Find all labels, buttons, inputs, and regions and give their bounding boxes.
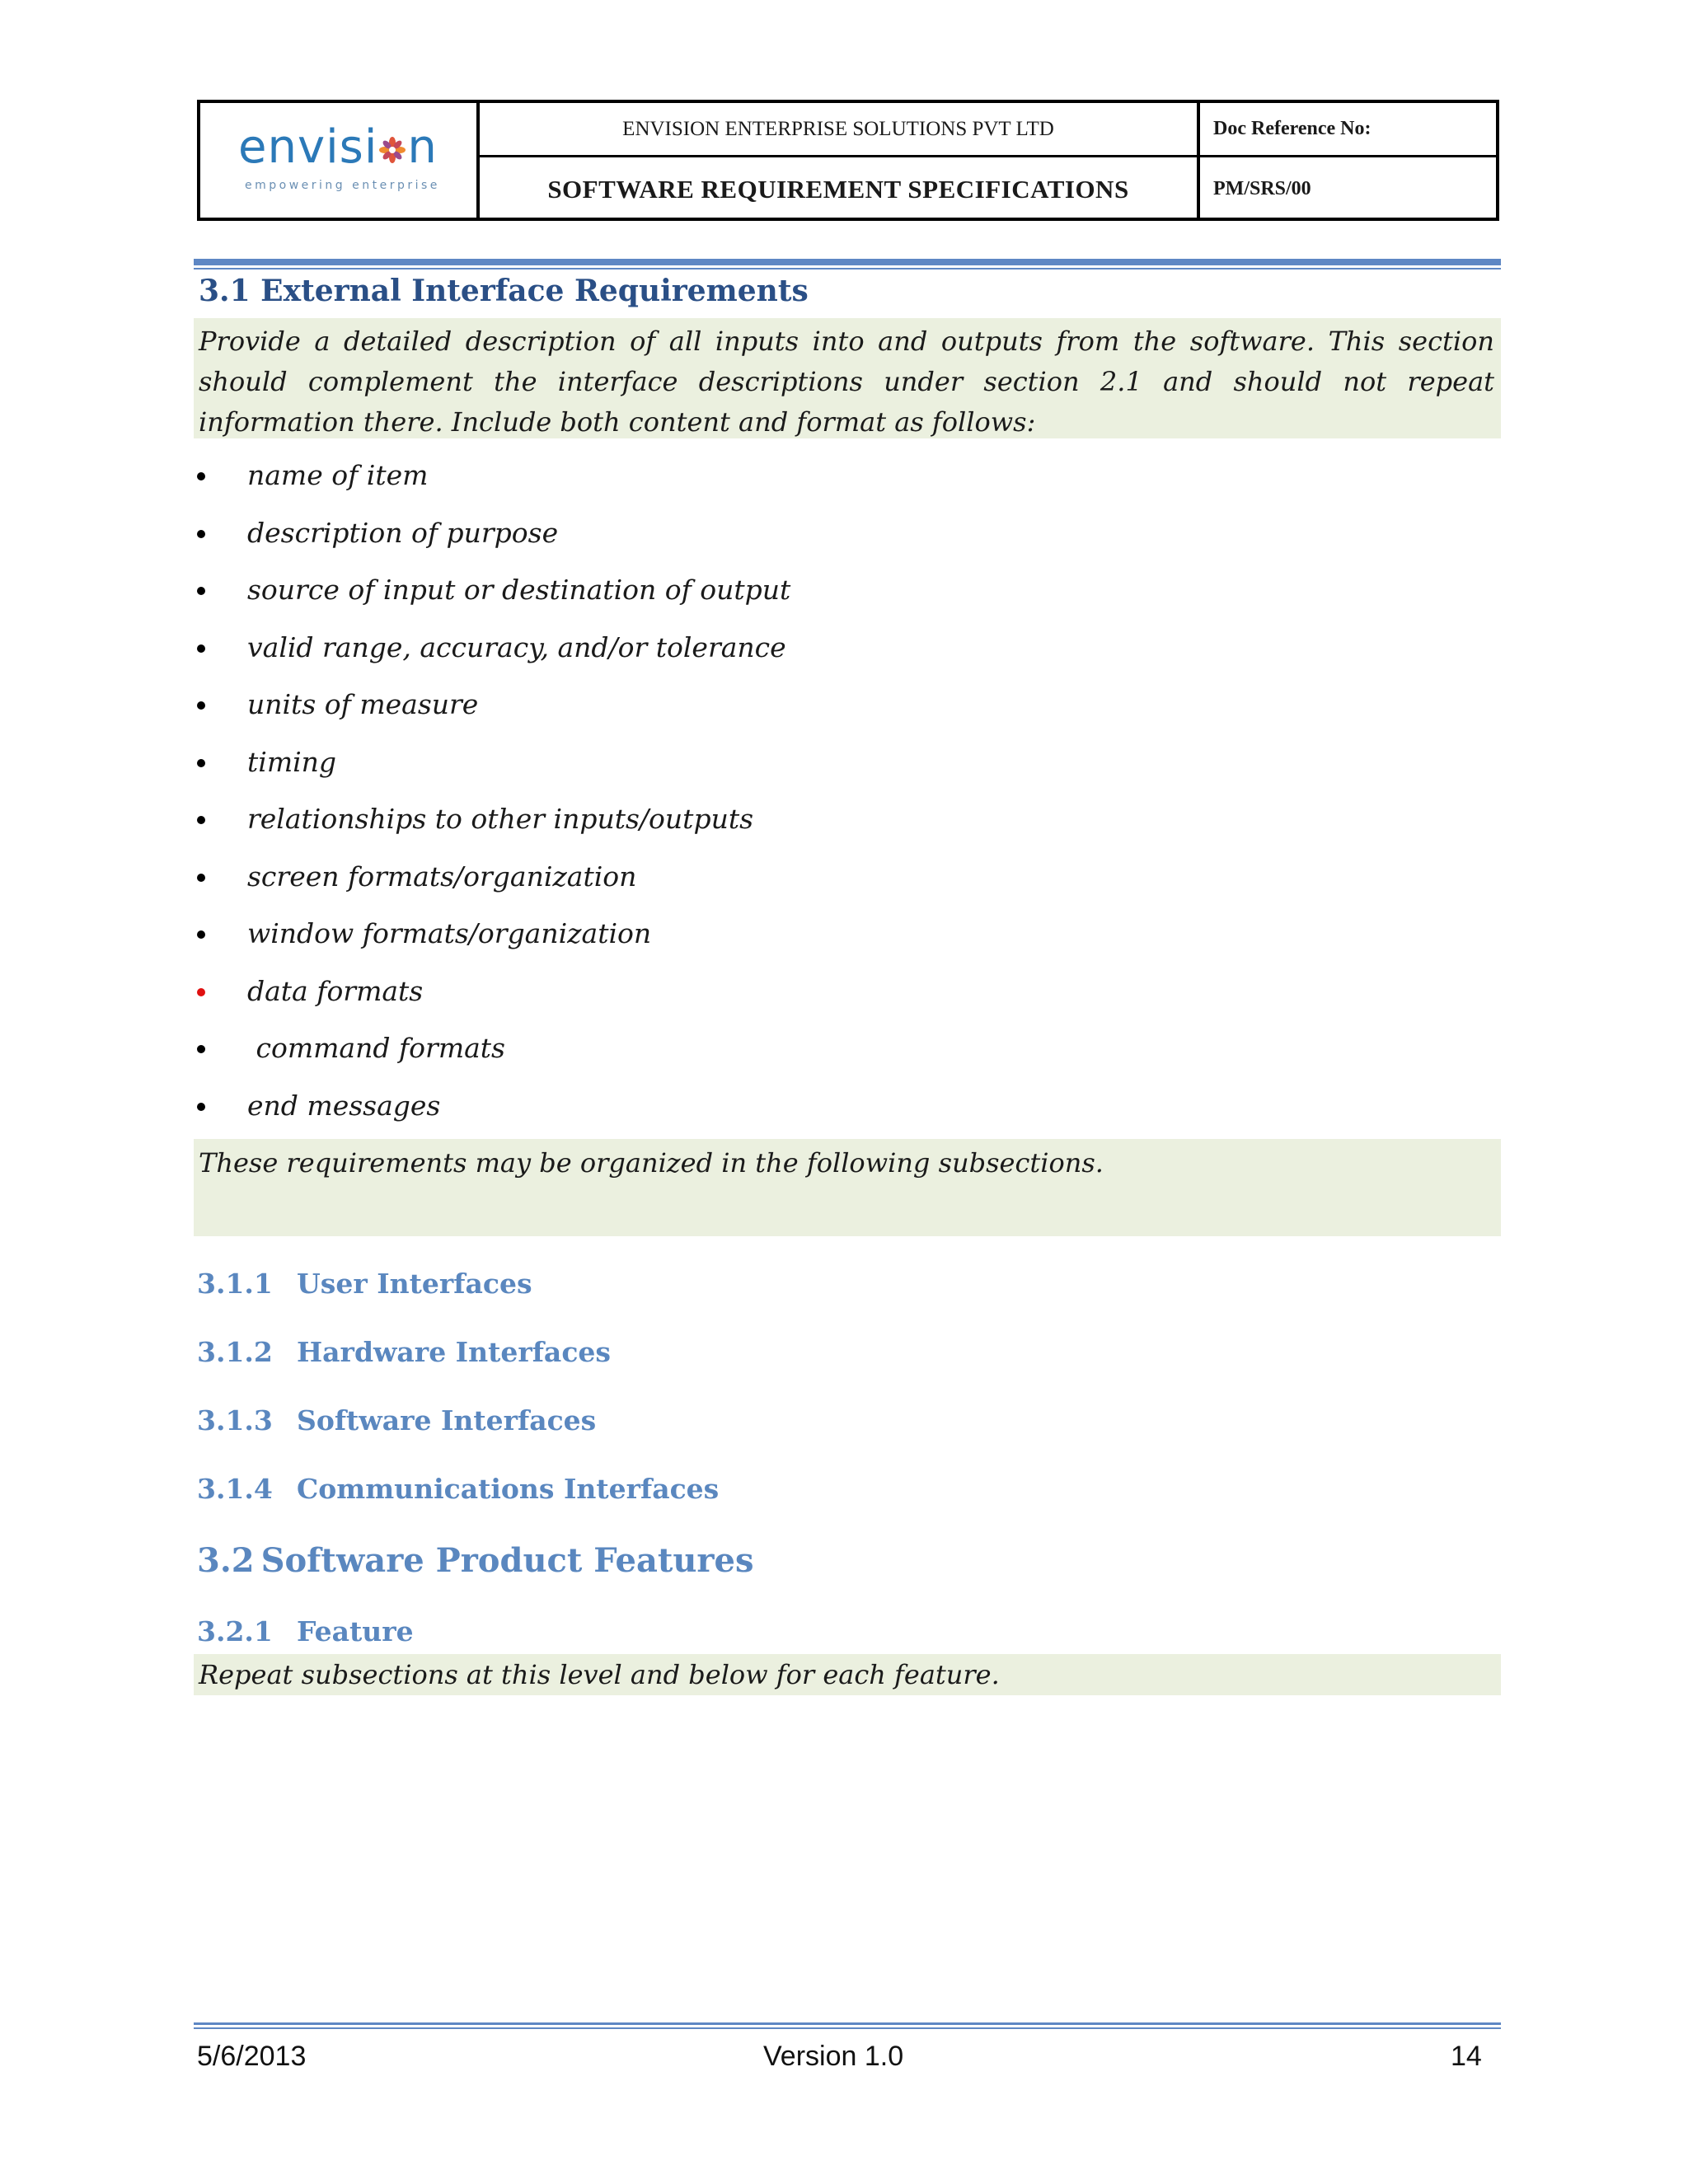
feature-note: Repeat subsections at this level and below for each feature. bbox=[199, 1659, 1000, 1690]
section-3-1-heading: 3.1 External Interface Requirements bbox=[199, 274, 809, 308]
document-header-table bbox=[197, 100, 1499, 221]
envision-logo bbox=[238, 121, 452, 204]
logo-cell bbox=[200, 103, 480, 218]
doc-reference-label: Doc Reference No: bbox=[1200, 103, 1496, 157]
format-bullet-list bbox=[197, 455, 790, 1142]
list-item: data formats bbox=[197, 971, 790, 1029]
header-rule-thin bbox=[194, 268, 1501, 269]
list-item: end messages bbox=[197, 1085, 790, 1143]
list-item: timing bbox=[197, 742, 790, 799]
list-item: command formats bbox=[197, 1028, 790, 1085]
logo-tagline: empowering enterprise bbox=[245, 179, 440, 192]
bullet-icon bbox=[197, 472, 205, 480]
bullet-icon bbox=[197, 530, 205, 538]
red-bullet-icon bbox=[197, 988, 205, 996]
intro-instructions bbox=[194, 318, 1501, 438]
list-item: valid range, accuracy, and/or tolerance bbox=[197, 627, 790, 685]
bullet-icon bbox=[197, 930, 205, 939]
footer-page-number: 14 bbox=[1451, 2041, 1482, 2072]
footer-version: Version 1.0 bbox=[763, 2041, 904, 2072]
list-item: name of item bbox=[197, 455, 790, 513]
subsection-3-1-3: 3.1.3 Software Interfaces bbox=[197, 1404, 597, 1436]
header-rule bbox=[194, 259, 1501, 265]
bullet-icon bbox=[197, 1045, 205, 1053]
bullet-icon bbox=[197, 874, 205, 882]
flower-icon bbox=[378, 136, 406, 164]
intro-text: Provide a detailed description of all inputs into and outputs from the software. This section should complement the interface descriptions under section 2.1 and should not repeat information there. Include both content and format as follows: bbox=[199, 326, 1494, 438]
bullet-icon bbox=[197, 644, 205, 653]
list-item: units of measure bbox=[197, 684, 790, 742]
footer-date: 5/6/2013 bbox=[197, 2041, 307, 2072]
subsection-3-1-4: 3.1.4 Communications Interfaces bbox=[197, 1473, 720, 1505]
list-item: relationships to other inputs/outputs bbox=[197, 799, 790, 856]
bullet-icon bbox=[197, 759, 205, 767]
organized-note: These requirements may be organized in the following subsections. bbox=[199, 1147, 1104, 1179]
feature-note-box bbox=[194, 1654, 1501, 1695]
bullet-icon bbox=[197, 1103, 205, 1111]
footer-rule-thin bbox=[194, 2027, 1501, 2029]
footer-rule bbox=[194, 2022, 1501, 2025]
list-item: source of input or destination of output bbox=[197, 569, 790, 627]
list-item: window formats/organization bbox=[197, 913, 790, 971]
bullet-icon bbox=[197, 701, 205, 710]
bullet-icon bbox=[197, 587, 205, 595]
subsection-3-1-1: 3.1.1 User Interfaces bbox=[197, 1268, 532, 1300]
section-3-2-heading: 3.2 Software Product Features bbox=[197, 1541, 754, 1580]
logo-wordmark: envisi n bbox=[238, 120, 438, 174]
subsection-3-1-2: 3.1.2 Hardware Interfaces bbox=[197, 1336, 611, 1368]
subsection-3-2-1: 3.2.1 Feature bbox=[197, 1615, 414, 1647]
bullet-icon bbox=[197, 816, 205, 824]
organized-note-box bbox=[194, 1139, 1501, 1236]
list-item: screen formats/organization bbox=[197, 856, 790, 914]
document-title: SOFTWARE REQUIREMENT SPECIFICATIONS bbox=[480, 157, 1200, 221]
list-item: description of purpose bbox=[197, 513, 790, 570]
company-name: ENVISION ENTERPRISE SOLUTIONS PVT LTD bbox=[480, 103, 1200, 157]
doc-reference-value: PM/SRS/00 bbox=[1213, 178, 1311, 199]
